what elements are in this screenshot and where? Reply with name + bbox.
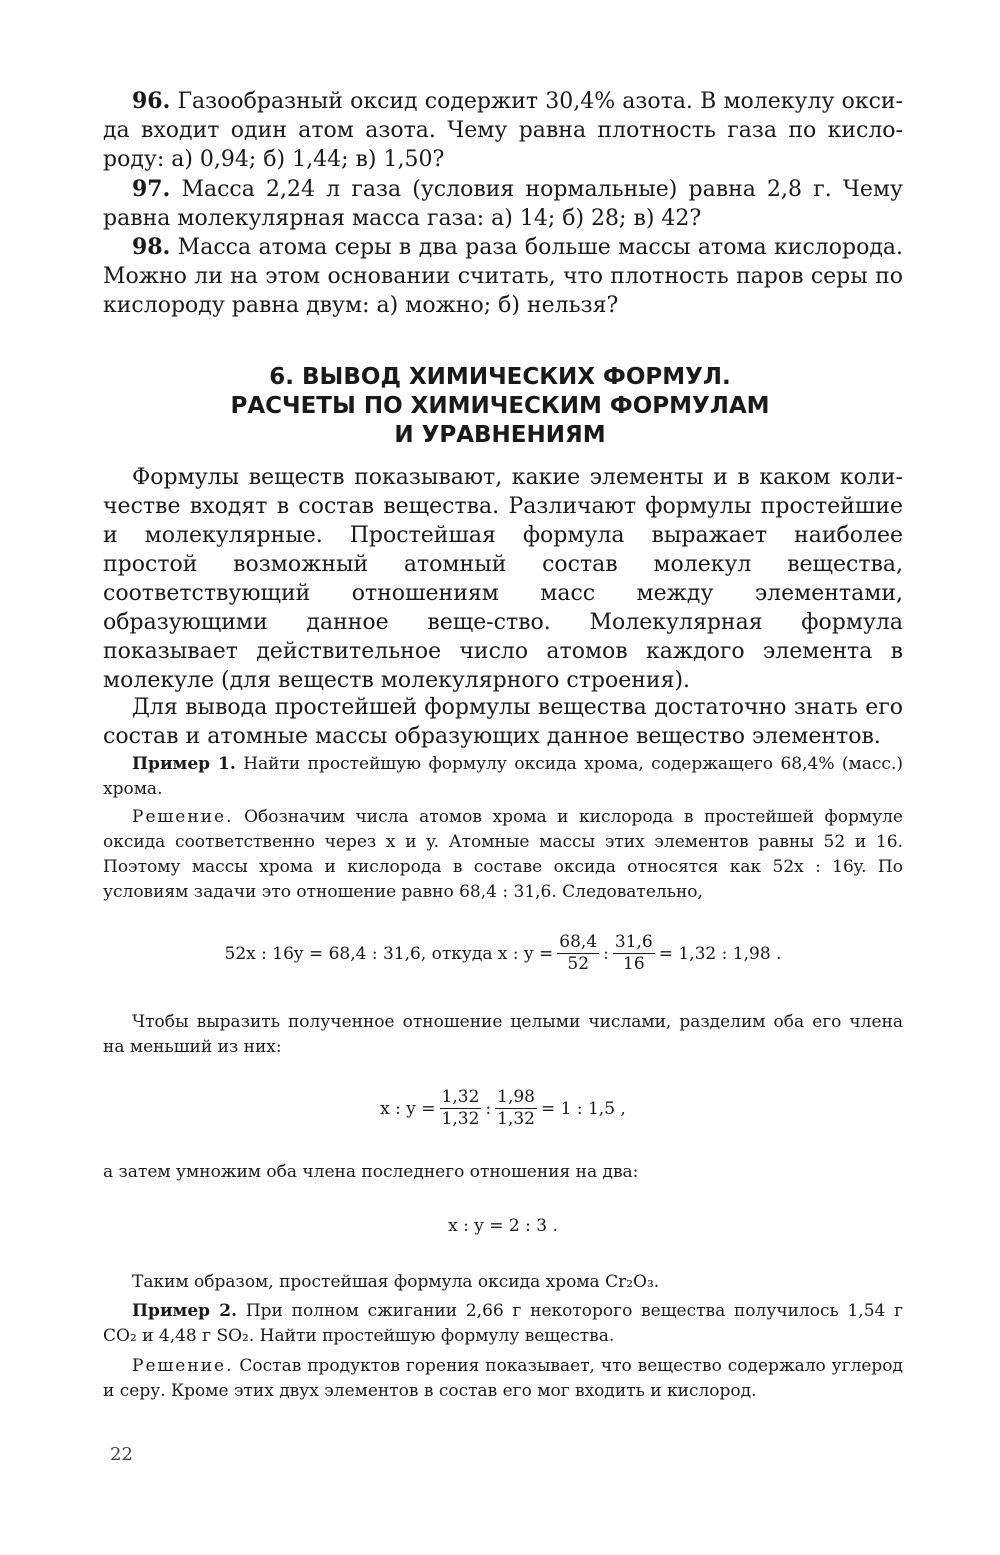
solution-text: Состав продуктов горения показывает, что вещество содержало углерод и серу. Кроме этих двух элементов в состав его мог входить и кислород. [103, 1356, 904, 1401]
fraction-numerator: 68,4 [559, 932, 598, 952]
equation-2 [103, 1087, 903, 1130]
intro-paragraph-1: Формулы веществ показывают, какие элементы и в каком коли-честве входят в состав вещества. Различают формулы простейшие и молекулярные. Простейшая формула выражает наиболее простой возможный атомный состав молекул вещества, соответствующий отношениям масс между элементами, образующими данное веще-ство. Молекулярная формула показывает действительное число атомов каждого элемента в молекуле (для веществ молекулярного строения). [103, 465, 903, 693]
solution-text: Обозначим числа атомов хрома и кислорода в простейшей формуле оксида соответственно через x и y. Атомные массы этих элементов равны 52 и 16. Поэтому массы хрома и кислорода в составе оксида относятся как 52x : 16y. По условиям задачи это отношение равно 68,4 : 31,6. Следовательно, [103, 807, 903, 902]
problem-96 [103, 87, 903, 174]
equation-text: x : y = 2 : 3 . [448, 1216, 558, 1236]
example-1-text-3: а затем умножим оба члена последнего отношения на два: [103, 1162, 639, 1182]
ratio-colon: : [485, 1098, 492, 1119]
equation-left: 52x : 16y = 68,4 : 31,6, откуда x : y = [224, 943, 554, 964]
fraction-denominator: 1,32 [441, 1109, 480, 1129]
fraction [495, 1087, 537, 1130]
problem-text: Газообразный оксид содержит 30,4% азота. В молекулу окси-да входит один атом азота. Чему равна плотность газа по кисло-роду: а) 0,94; б) 1,44; в) 1,50? [103, 89, 903, 172]
solution-label: Решение. [132, 807, 234, 827]
fraction-numerator: 1,32 [441, 1087, 480, 1107]
problem-97 [103, 175, 903, 233]
problem-number: 97. [132, 176, 171, 202]
problem-number: 98. [132, 234, 171, 260]
section-heading [100, 363, 900, 450]
fraction-denominator: 1,32 [497, 1109, 535, 1129]
fraction-denominator: 52 [567, 954, 590, 974]
solution-label: Решение. [132, 1356, 234, 1376]
problem-number: 96. [132, 88, 171, 114]
fraction-numerator: 31,6 [614, 932, 653, 952]
fraction-numerator: 1,98 [497, 1087, 535, 1107]
example-text: При полном сжигании 2,66 г некоторого вещества получилось 1,54 г CO₂ и 4,48 г SO₂. Найти простейшую формулу вещества. [103, 1301, 904, 1346]
example-2-solution [103, 1354, 903, 1404]
heading-line-2: РАСЧЕТЫ ПО ХИМИЧЕСКИМ ФОРМУЛАМ [230, 393, 770, 419]
example-label: Пример 1. [132, 754, 236, 774]
problem-text: Масса атома серы в два раза больше массы атома кислорода. Можно ли на этом основании считать, что плотность паров серы по кислороду равна двум: а) можно; б) нельзя? [103, 235, 903, 318]
ratio-colon: : [603, 943, 609, 964]
equation-right: = 1,32 : 1,98 . [658, 943, 782, 964]
page-number: 22 [110, 1444, 133, 1465]
equation-1 [103, 932, 903, 975]
equation-right: = 1 : 1,5 , [540, 1098, 626, 1119]
equation-3 [103, 1216, 903, 1236]
example-1-solution [103, 805, 903, 905]
example-1-conclusion: Таким образом, простейшая формула оксида хрома Cr₂O₃. [132, 1272, 660, 1292]
fraction [613, 932, 655, 975]
equation-left: x : y = [380, 1098, 436, 1119]
fraction [440, 1087, 482, 1130]
heading-line-3: И УРАВНЕНИЯМ [394, 422, 606, 448]
example-1-text-2: Чтобы выразить полученное отношение целыми числами, разделим оба его члена на меньший из них: [103, 1012, 903, 1057]
example-1 [103, 752, 903, 802]
example-label: Пример 2. [132, 1301, 238, 1321]
example-text: Найти простейшую формулу оксида хрома, содержащего 68,4% (масс.) хрома. [103, 754, 903, 799]
fraction-denominator: 16 [623, 954, 645, 974]
problem-text: Масса 2,24 л газа (условия нормальные) равна 2,8 г. Чему равна молекулярная масса газа: а) 14; б) 28; в) 42? [103, 177, 903, 231]
fraction [557, 932, 599, 975]
problem-98 [103, 233, 903, 320]
example-2 [103, 1299, 903, 1349]
intro-paragraph-2: Для вывода простейшей формулы вещества достаточно знать его состав и атомные массы образующих данное вещество элементов. [103, 695, 903, 749]
heading-line-1: 6. ВЫВОД ХИМИЧЕСКИХ ФОРМУЛ. [269, 364, 731, 390]
